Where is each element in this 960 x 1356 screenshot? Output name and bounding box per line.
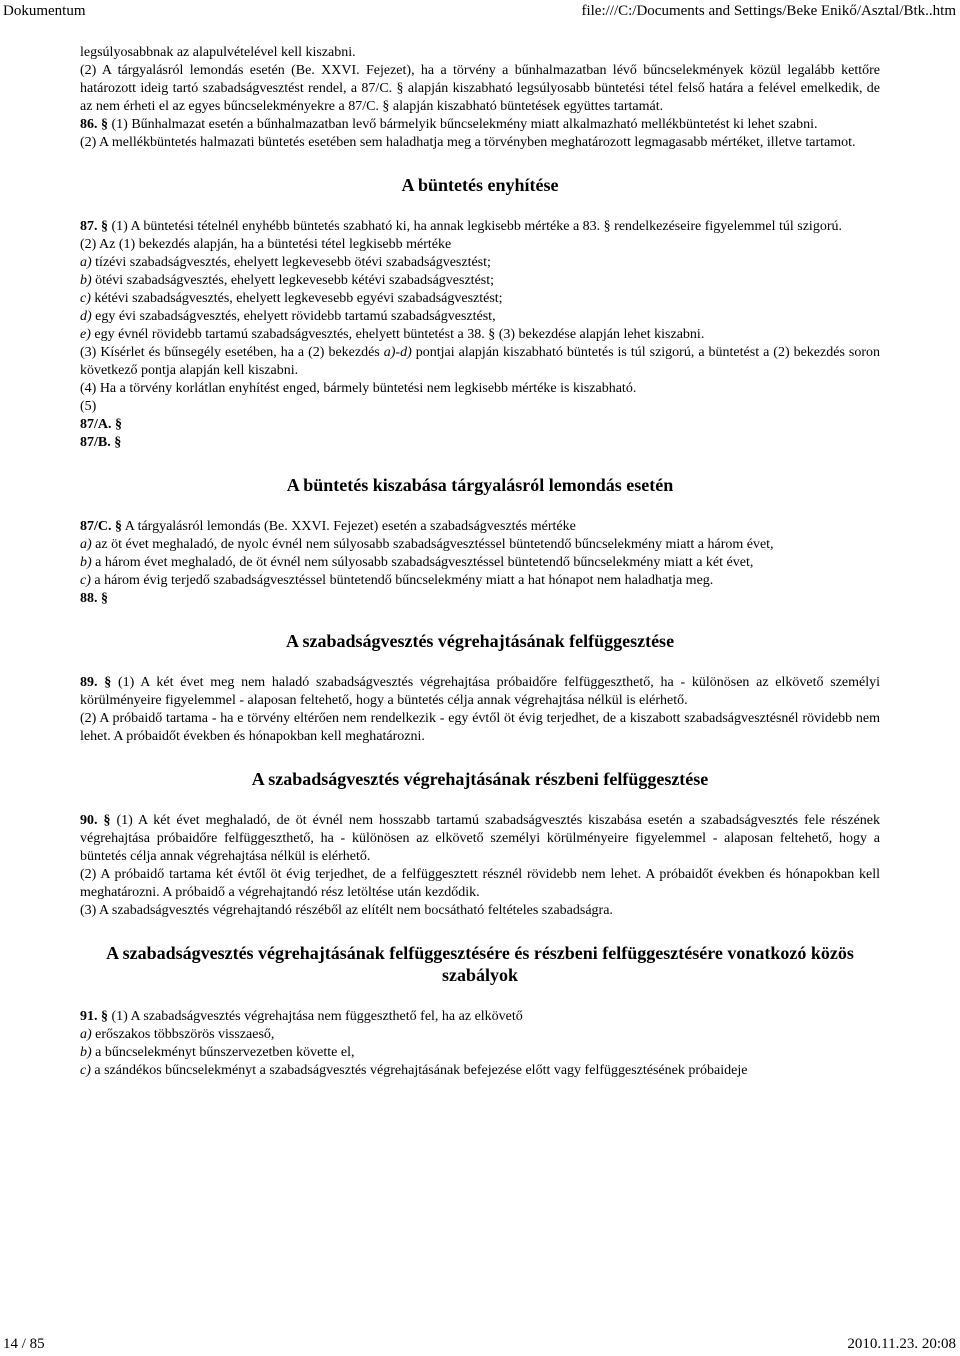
section-number: 91. § xyxy=(80,1009,108,1024)
header-title: Dokumentum xyxy=(3,3,86,19)
list-item: c) kétévi szabadságvesztés, ehelyett legkevesebb egyévi szabadságvesztést; xyxy=(80,291,503,306)
paragraph: (2) A tárgyalásról lemondás esetén (Be. XXVI. Fejezet), ha a törvény a bűnhalmazatban lévő bűncselekmények közül legalább kettőre határozott ideig tartó szabadságvesztést rendel, a 87/C. § alapján kiszabható legsúlyosabb büntetési tétel felső határa a felével emelkedik, de az nem érheti el az egyes bűncselekményekre a 87/C. § alapján kiszabható büntetések együttes tartamát. xyxy=(80,63,880,114)
section-number: 90. § xyxy=(80,813,111,828)
paragraph: (2) A próbaidő tartama két évtől öt évig terjedhet, de a felfüggesztett résznél rövidebb nem lehet. A próbaidőt években és hónapokban kell meghatározni. A próbaidő a végrehajtandó rész letöltése után kezdődik. xyxy=(80,867,880,900)
section-88: 88. § xyxy=(80,591,108,606)
section-86: 86. § (1) Bűnhalmazat esetén a bűnhalmazatban levő bármelyik bűncselekmény miatt alkalmazható mellékbüntetést ki lehet szabni. xyxy=(80,117,818,132)
header-file-path: file:///C:/Documents and Settings/Beke Enikő/Asztal/Btk..htm xyxy=(581,3,956,19)
document-body xyxy=(80,44,880,1080)
section-number: 87. § xyxy=(80,219,108,234)
paragraph: (3) A szabadságvesztés végrehajtandó részéből az elítélt nem bocsátható feltételes szabadságra. xyxy=(80,903,613,918)
list-item: e) egy évnél rövidebb tartamú szabadságvesztés, ehelyett büntetést a 38. § (3) bekezdése alapján lehet kiszabni. xyxy=(80,327,705,342)
section-87b: 87/B. § xyxy=(80,435,122,450)
list-item: a) tízévi szabadságvesztés, ehelyett legkevesebb ötévi szabadságvesztést; xyxy=(80,255,491,270)
paragraph: (2) A mellékbüntetés halmazati büntetés esetében sem haladhatja meg a törvényben meghatározott legmagasabb mértéket, illetve tartamot. xyxy=(80,135,856,150)
section-87c: 87/C. § A tárgyalásról lemondás (Be. XXVI. Fejezet) esetén a szabadságvesztés mértéke xyxy=(80,519,576,534)
list-item: c) a szándékos bűncselekményt a szabadságvesztés végrehajtásának befejezése előtt vagy felfüggesztésének próbaideje xyxy=(80,1063,748,1078)
list-item: a) az öt évet meghaladó, de nyolc évnél nem súlyosabb szabadságvesztéssel büntetendő bűncselekmény miatt a három évet, xyxy=(80,537,774,552)
heading-partial-suspension: A szabadságvesztés végrehajtásának részbeni felfüggesztése xyxy=(251,769,709,789)
print-datetime: 2010.11.23. 20:08 xyxy=(847,1336,956,1352)
list-item: a) erőszakos többszörös visszaeső, xyxy=(80,1027,275,1042)
section-number: 87/C. § xyxy=(80,519,122,534)
paragraph: (2) A próbaidő tartama - ha e törvény eltérően nem rendelkezik - egy évtől öt évig terjedhet, de a kiszabott szabadságvesztésnél rövidebb nem lehet. A próbaidőt években és hónapokban kell meghatározni. xyxy=(80,711,880,744)
heading-suspension: A szabadságvesztés végrehajtásának felfüggesztése xyxy=(285,631,675,651)
section-87: 87. § (1) A büntetési tételnél enyhébb büntetés szabható ki, ha annak legkisebb mértéke a 83. § rendelkezéseire figyelemmel túl szigorú. xyxy=(80,219,842,234)
section-91: 91. § (1) A szabadságvesztés végrehajtása nem függeszthető fel, ha az elkövető xyxy=(80,1009,523,1024)
list-item: b) a három évet meghaladó, de öt évnél nem súlyosabb szabadságvesztéssel büntetendő bűncselekmény miatt a két évet, xyxy=(80,555,754,570)
section-87a: 87/A. § xyxy=(80,417,122,432)
page-footer xyxy=(0,1334,960,1356)
section-89: 89. § (1) A két évet meg nem haladó szabadságvesztés végrehajtása próbaidőre felfüggeszthető, ha - különösen az elkövető személyi körülményeire figyelemmel - alaposan feltehető, hogy a büntetés célja annak végrehajtása nélkül is elérhető. xyxy=(80,675,881,708)
heading-plea-sentencing: A büntetés kiszabása tárgyalásról lemondás esetén xyxy=(286,475,674,495)
heading-common-rules: A szabadságvesztés végrehajtásának felfüggesztésére és részbeni felfüggesztésére vonatkozó közös szabályok xyxy=(106,943,854,985)
section-number: 89. § xyxy=(80,675,112,690)
paragraph: legsúlyosabbnak az alapulvételével kell kiszabni. xyxy=(80,45,356,60)
paragraph: (4) Ha a törvény korlátlan enyhítést enged, bármely büntetési nem legkisebb mértéke is kiszabható. xyxy=(80,381,637,396)
paragraph: (2) Az (1) bekezdés alapján, ha a büntetési tétel legkisebb mértéke xyxy=(80,237,452,252)
list-item: d) egy évi szabadságvesztés, ehelyett rövidebb tartamú szabadságvesztést, xyxy=(80,309,496,324)
paragraph: (5) xyxy=(80,399,97,414)
page-header xyxy=(0,0,960,22)
page-counter: 14 / 85 xyxy=(3,1336,45,1352)
heading-penalty-mitigation: A büntetés enyhítése xyxy=(401,175,559,195)
section-90: 90. § (1) A két évet meghaladó, de öt évnél nem hosszabb tartamú szabadságvesztés kiszabása esetén a szabadságvesztés fele részének végrehajtása próbaidőre felfüggeszthető, ha - különösen az elkövető személyi körülményeire figyelemmel - alaposan feltehető, hogy a büntetés célja annak végrehajtása nélkül is elérhető. xyxy=(80,813,881,864)
paragraph: (3) Kísérlet és bűnsegély esetében, ha a (2) bekezdés a)-d) pontjai alapján kiszabható büntetés is túl szigorú, a büntetést a (2) bekezdés soron következő pontja alapján kell kiszabni. xyxy=(80,345,881,378)
list-item: b) ötévi szabadságvesztés, ehelyett legkevesebb kétévi szabadságvesztést; xyxy=(80,273,495,288)
list-item: b) a bűncselekményt bűnszervezetben követte el, xyxy=(80,1045,355,1060)
list-item: c) a három évig terjedő szabadságvesztéssel büntetendő bűncselekmény miatt a hat hónapot nem haladhatja meg. xyxy=(80,573,714,588)
section-number: 86. § xyxy=(80,117,108,132)
